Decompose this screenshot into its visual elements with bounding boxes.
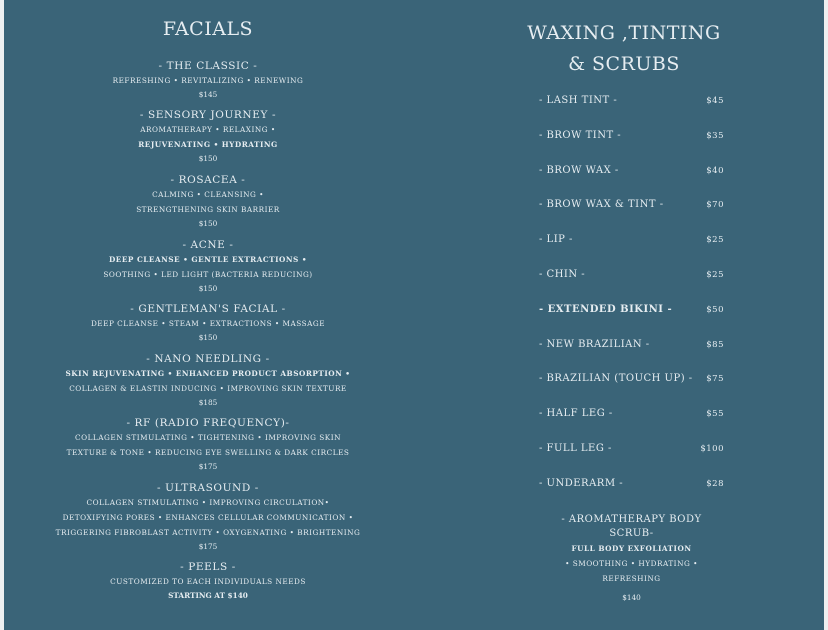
waxing-item [539, 199, 724, 215]
facial-name: - THE CLASSIC - [158, 60, 258, 72]
waxing-item-price: $45 [706, 96, 724, 106]
waxing-item-price: $55 [706, 409, 724, 420]
facial-price: $175 [198, 542, 218, 551]
facial-price: $150 [198, 284, 218, 293]
facial-description: STRENGTHENING SKIN BARRIER [136, 205, 280, 214]
facial-description: COLLAGEN & ELASTIN INDUCING • IMPROVING SKIN TEXTURE [69, 384, 347, 393]
waxing-item-name: - CHIN - [539, 269, 586, 280]
facials-title: FACIALS [162, 18, 254, 40]
facial-price: $145 [198, 90, 218, 99]
facial-item [4, 481, 412, 554]
waxing-item-price: $25 [706, 270, 724, 280]
facial-description: DETOXIFYING PORES • ENHANCES CELLULAR COMMUNICATION • [62, 513, 354, 522]
waxing-item [539, 165, 724, 181]
facial-description: DEEP CLEANSE • GENTLE EXTRACTIONS • [108, 255, 308, 264]
waxing-item-name: - UNDERARM - [539, 477, 624, 489]
waxing-item [539, 443, 724, 459]
waxing-item [539, 339, 724, 355]
waxing-item-name: - BROW TINT - [539, 129, 622, 141]
waxing-item-price: $28 [706, 478, 724, 489]
facial-name: - ROSACEA - [170, 174, 246, 186]
facial-description: TEXTURE & TONE • REDUCING EYE SWELLING & DARK CIRCLES [66, 448, 350, 457]
facial-price: $150 [198, 154, 218, 163]
waxing-item [539, 234, 724, 250]
facial-price: $150 [198, 219, 218, 228]
waxing-item [539, 478, 724, 494]
waxing-item-name: - LASH TINT - [539, 95, 618, 106]
waxing-item-name: - HALF LEG - [539, 408, 613, 420]
facial-item [4, 302, 412, 345]
facial-name: - RF (RADIO FREQUENCY)- [126, 417, 290, 429]
scrub-line: • SMOOTHING • HYDRATING • [565, 559, 698, 568]
facial-name: - PEELS - [180, 561, 236, 573]
menu-page [4, 0, 824, 630]
waxing-title-line1: WAXING ,TINTING [527, 22, 721, 44]
waxing-item-price: $35 [706, 130, 724, 141]
waxing-item-price: $50 [706, 304, 724, 315]
waxing-title-line2: & SCRUBS [568, 53, 680, 75]
waxing-item-name: - BRAZILIAN (TOUCH UP) - [539, 373, 693, 385]
facial-description: REJUVENATING • HYDRATING [138, 140, 278, 149]
facial-name: - ULTRASOUND - [157, 482, 259, 494]
scrub-line: FULL BODY EXFOLIATION [571, 544, 692, 553]
facial-item [4, 173, 412, 231]
facial-description: SKIN REJUVENATING • ENHANCED PRODUCT ABSORPTION • [65, 369, 351, 378]
facial-description: SOOTHING • LED LIGHT (BACTERIA REDUCING) [103, 270, 313, 279]
facial-price: STARTING AT $140 [168, 591, 248, 600]
waxing-item [539, 269, 724, 285]
waxing-item-price: $75 [706, 374, 724, 385]
scrub-price: $140 [622, 593, 641, 602]
waxing-item [539, 408, 724, 424]
facial-price: $150 [198, 333, 218, 342]
waxing-item [539, 304, 724, 320]
waxing-item [539, 95, 724, 111]
facial-price: $175 [198, 462, 218, 471]
facial-description: CUSTOMIZED TO EACH INDIVIDUALS NEEDS [110, 577, 306, 586]
waxing-item-price: $85 [706, 339, 724, 350]
facial-item [4, 560, 412, 603]
waxing-item-name: - NEW BRAZILIAN - [539, 338, 650, 350]
waxing-item-name: - EXTENDED BIKINI - [539, 303, 673, 315]
facial-description: COLLAGEN STIMULATING • IMPROVING CIRCULATION• [86, 498, 330, 507]
facial-item [4, 108, 412, 166]
waxing-item [539, 130, 724, 146]
facial-description: CALMING • CLEANSING • [152, 190, 264, 199]
facial-description: REFRESHING • REVITALIZING • RENEWING [112, 76, 304, 85]
waxing-item-price: $70 [706, 200, 724, 211]
waxing-item-price: $40 [706, 165, 724, 176]
facial-description: TRIGGERING FIBROBLAST ACTIVITY • OXYGENATING • BRIGHTENING [55, 528, 361, 537]
facial-description: AROMATHERAPY • RELAXING • [140, 125, 276, 134]
waxing-item-name: - BROW WAX - [539, 164, 619, 176]
scrub-name: - AROMATHERAPY BODY SCRUB- [561, 514, 702, 539]
facial-description: DEEP CLEANSE • STEAM • EXTRACTIONS • MASSAGE [90, 319, 326, 328]
waxing-title [524, 18, 724, 80]
facial-price: $185 [198, 398, 218, 407]
facial-name: - SENSORY JOURNEY - [139, 109, 277, 121]
scrub-line: REFRESHING [602, 574, 661, 583]
facial-item [4, 352, 412, 410]
facial-description: COLLAGEN STIMULATING • TIGHTENING • IMPROVING SKIN [75, 433, 341, 442]
scrub-item [539, 513, 724, 605]
waxing-item [539, 373, 724, 389]
facial-name: - GENTLEMAN'S FACIAL - [130, 303, 286, 315]
waxing-item-price: $25 [706, 235, 724, 246]
facial-name: - NANO NEEDLING - [146, 353, 270, 365]
facial-item [4, 59, 412, 102]
facial-item [4, 416, 412, 474]
waxing-item-name: - BROW WAX & TINT - [539, 199, 664, 211]
facial-item [4, 238, 412, 296]
waxing-item-price: $100 [700, 444, 724, 454]
waxing-item-name: - LIP - [539, 234, 573, 246]
waxing-item-name: - FULL LEG - [539, 443, 612, 454]
facial-name: - ACNE - [182, 239, 234, 251]
